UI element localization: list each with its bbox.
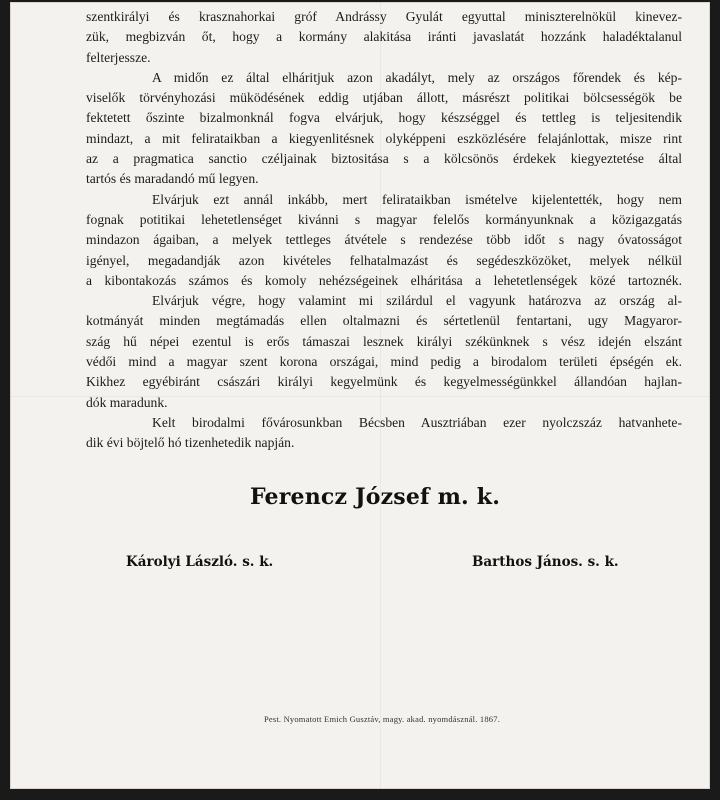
body-line: viselők törvényhozási müködésének eddig utjában állott, másrészt politikai bölcsességök be: [86, 90, 682, 106]
body-line: felterjessze.: [86, 49, 151, 65]
body-line: dók maradunk.: [86, 394, 168, 410]
document-page: [10, 2, 710, 789]
body-line: védői mind a magyar szent korona országai, mind pedig a birodalom területi épségén ek.: [86, 354, 682, 370]
body-line: Elvárjuk végre, hogy valamint mi szilárdul el vagyunk határozva az ország al-: [152, 293, 682, 309]
body-line: szág hű népei ezentul is erős támaszai lesznek királyi székünknek s vész idején elszánt: [86, 333, 682, 349]
document-body: [86, 7, 682, 454]
body-line: dik évi böjtelő hó tizenhetedik napján.: [86, 435, 295, 451]
body-line: fognak potitikai lehetetlenséget kivánni s magyar felelős kormányunknak a közigazgatás: [86, 211, 682, 227]
cosigner-left: Károlyi László. s. k.: [126, 554, 274, 570]
royal-signature: Ferencz József m. k.: [249, 484, 501, 510]
body-line: Kelt birodalmi fővárosunkban Bécsben Ausztriában ezer nyolczszáz hatvanhete-: [152, 414, 682, 430]
body-line: kotmányát minden megtámadás ellen oltalmazni és sértetlenül fentartani, ugy Magyaror-: [86, 313, 682, 329]
body-line: Kikhez egyébiránt császári királyi kegyelmünk és kegyelmességünkkel állandóan hajlan-: [86, 374, 682, 390]
body-line: fektetett őszinte bizalmonknál fogva elvárjuk, hogy készséggel és tettleg is teljesitendik: [86, 110, 682, 126]
body-line: tartós és maradandó mű legyen.: [86, 171, 259, 187]
cosigner-right: Barthos János. s. k.: [472, 554, 619, 570]
printer-imprint: Pest. Nyomatott Emich Gusztáv, magy. akad. nyomdásznál. 1867.: [263, 714, 501, 724]
body-line: az a pragmatica sanctio czéljainak biztositása s a kölcsönös érdekek kiegyeztetése által: [86, 151, 682, 167]
body-line: A midőn ez által elháritjuk azon akadályt, mely az országos főrendek és kép-: [152, 69, 682, 85]
body-line: mindazt, a mit felirataikban a kiegyenlitésnek olyképpeni eszközlésére felajánlottak, misze rint: [86, 130, 682, 146]
body-line: mindazon ágaiban, a melyek tettleges átvétele s rendezése több időt s nagy óvatosságot: [86, 232, 682, 248]
body-line: szentkirályi és krasznahorkai gróf Andrássy Gyulát egyuttal miniszterelnökül kinevez-: [86, 9, 682, 24]
body-line: Elvárjuk ezt annál inkább, mert felirataikban ismételve kijelentették, hogy nem: [152, 191, 682, 207]
body-line: zük, megbizván őt, hogy a kormány alakitása iránti javaslatát hozzánk haladéktalanul: [86, 29, 682, 45]
body-line: igényel, megadandják azon kivételes felhatalmazást és segédeszközöket, melyek nélkül: [86, 252, 682, 268]
body-line: a kibontakozás számos és komoly nehézségeinek elháritása a lehetetlenségek közé tartoznék.: [86, 272, 682, 288]
